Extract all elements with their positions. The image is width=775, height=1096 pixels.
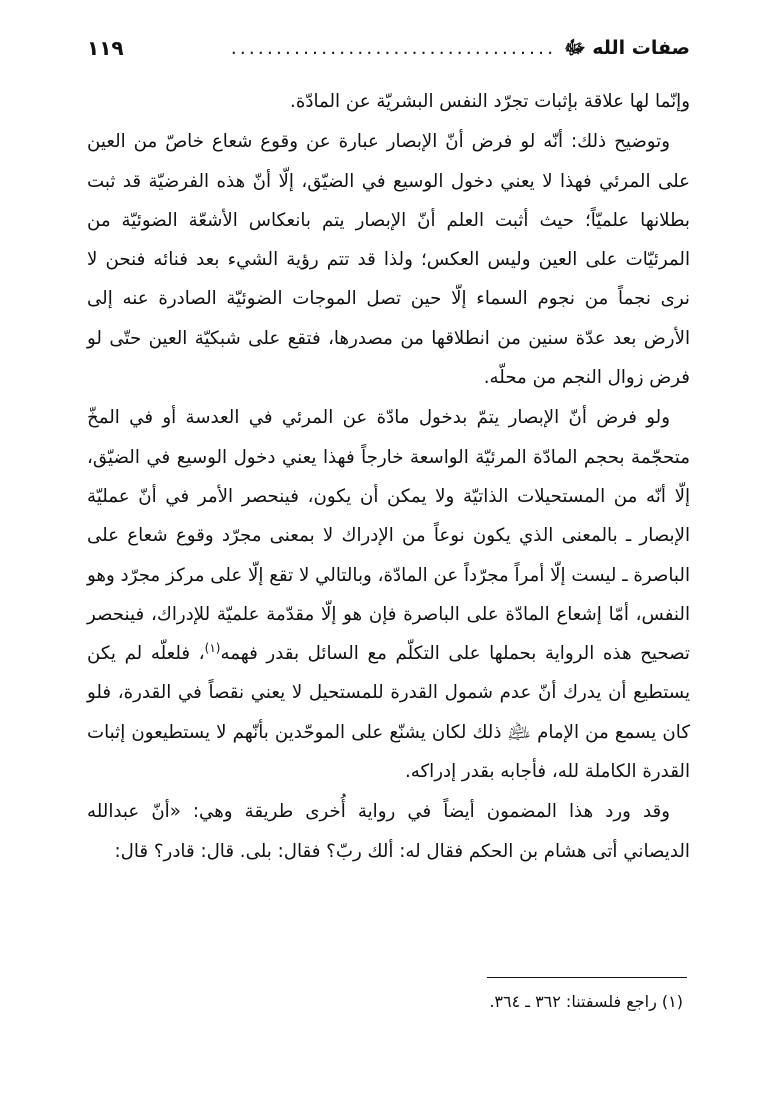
paragraph: وقد ورد هذا المضمون أيضاً في رواية أُخرى طريقة وهي: «أنّ عبدالله الديصاني أتى هشام بن الحكم فقال له: ألك ربّ؟ فقال: بلى. قال: قادر؟ قال: — [87, 801, 690, 862]
paragraph — [87, 398, 690, 791]
paragraph: وإنّما لها علاقة بإثبات تجرّد النفس البشريّة عن المادّة. — [290, 91, 690, 112]
footnote: (١) راجع فلسفتنا: ٣٦٢ ـ ٣٦٤. — [489, 992, 683, 1011]
leader-dots: .................................... — [230, 37, 557, 59]
paragraph-text: ، فلعلّه لم يكن يستطيع أن يدرك أنّ عدم شمول القدرة للمستحيل لا يعني نقصاً في القدرة، فلو كان يسمع من الإمام ﵇ ذلك لكان يشنّع على الموحّدين بأنّهم لا يستطيعون إثبات القدرة الكاملة لله، فأجابه بقدر إدراكه. — [87, 643, 690, 783]
paragraph-text: ولو فرض أنّ الإبصار يتمّ بدخول مادّة عن المرئي في العدسة أو في المخّ متحجّمة بحجم المادّة المرئيّة الواسعة خارجاً فهذا يعني دخول الوسيع في الضيّق، إلّا أنّه من المستحيلات الذاتيّة ولا يمكن أن يكون، فينحصر الأمر في أنّ عمليّة الإبصار ـ بالمعنى الذي يكون نوعاً من الإدراك لا بمعنى مجرّد وقوع شعاع على الباصرة ـ ليست إلّا أمراً مجرّداً عن المادّة، وبالتالي لا تقع إلّا على مركز مجرّد وهو النفس، أمّا إشعاع المادّة على الباصرة فإن هو إلّا مقدّمة علميّة للإدراك، فينحصر تصحيح هذه الرواية بحملها على التكلّم مع السائل بقدر فهمه — [87, 407, 690, 665]
chapter-title: صفات الله ﷻ — [564, 37, 690, 59]
page-number: ١١٩ — [87, 36, 124, 60]
running-header — [87, 30, 690, 66]
body-text — [87, 82, 690, 871]
paragraph: وتوضيح ذلك: أنّه لو فرض أنّ الإبصار عبارة عن وقوع شعاع خاصّ من العين على المرئي فهذا لا يعني دخول الوسيع في الضيّق، إلّا أنّ هذه الفرضيّة قد ثبت بطلانها علميّاً؛ حيث أثبت العلم أنّ الإبصار يتم بانعكاس الأشعّة الضوئيّة من المرئيّات على العين وليس العكس؛ ولذا قد تتم رؤية الشيء بعد فنائه فنحن لا نرى نجماً من نجوم السماء إلّا حين تصل الموجات الضوئيّة الصادرة عنه إلى الأرض بعد عدّة سنين من انطلاقها من مصدرها، فتقع على شبكيّة العين حتّى لو فرض زوال النجم من محلّه. — [87, 131, 690, 389]
footnote-reference[interactable]: (١) — [204, 641, 221, 656]
footnote-divider — [487, 977, 687, 978]
